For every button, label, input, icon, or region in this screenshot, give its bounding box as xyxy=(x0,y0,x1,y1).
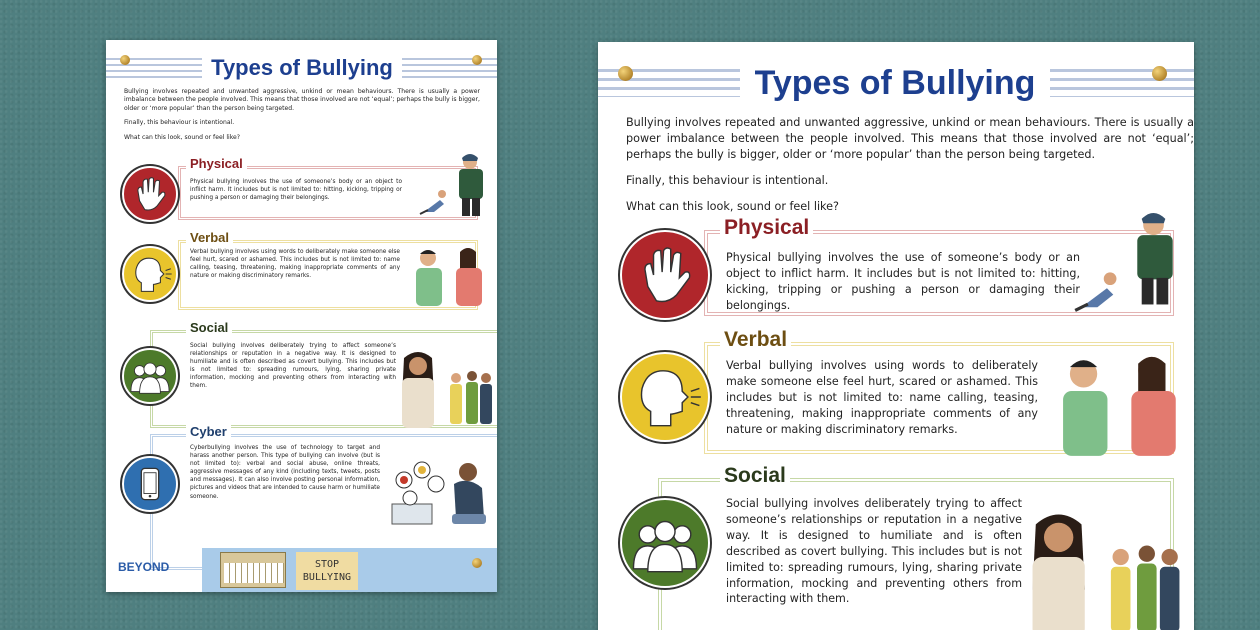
section-text: Verbal bullying involves using words to deliberately make someone else feel hurt, scared or ashamed. This includes but is not limited to: name calling, teasing, threatening, making inappropriate comments of any nature or making discriminatory remarks. xyxy=(726,359,1038,436)
stop-note-line1: STOP xyxy=(314,559,340,570)
section-title: Physical xyxy=(186,156,247,171)
page-title: Types of Bullying xyxy=(202,54,402,82)
section-text: Physical bullying involves the use of someone’s body or an object to inflict harm. It includes but is not limited to: hitting, kicking, tripping or pushing a person or damaging their belongings. xyxy=(190,179,402,202)
pin xyxy=(618,66,633,81)
stop-note-line2: BULLYING xyxy=(302,572,352,583)
intro-paragraph: Bullying involves repeated and unwanted aggressive, unkind or mean behaviours. There is usually a power imbalance between the people involved. This means that those involved are not ‘equal’; perhaps the bully is bigger, older or ‘more popular’ than the person being targeted. xyxy=(124,88,480,112)
social-exclusion-illustration xyxy=(398,348,496,428)
pin xyxy=(472,55,482,65)
section-title: Verbal xyxy=(186,230,233,245)
section-title: Social xyxy=(720,464,790,488)
footer xyxy=(106,548,497,592)
pin xyxy=(472,558,482,568)
group-icon xyxy=(620,498,710,588)
intro-paragraph: Bullying involves repeated and unwanted aggressive, unkind or mean behaviours. There is usually a power imbalance between the people involved. This means that those involved are not ‘equal’; perhaps the bully is bigger, older or ‘more popular’ than the person being targeted. xyxy=(626,116,1194,161)
hand-icon xyxy=(122,166,178,222)
section-text: Social bullying involves deliberately trying to affect someone’s relationships or reputation in a negative way. It is designed to humiliate and is often described as covert bullying. This includes but is not limited to: spreading rumours, lying, sharing private information, mocking and preventing others from interacting with them. xyxy=(190,343,396,390)
stop-bullying-banner xyxy=(202,548,497,592)
section-title: Social xyxy=(186,320,232,335)
social-exclusion-illustration xyxy=(1026,508,1186,630)
section-text: Physical bullying involves the use of someone’s body or an object to inflict harm. It includes but is not limited to: hitting, kicking, tripping or pushing a person or damaging their belongings. xyxy=(726,251,1080,312)
section-physical xyxy=(614,216,1186,328)
worksheet-preview-large xyxy=(598,42,1194,630)
worksheet-preview-small xyxy=(106,40,497,592)
phone-icon xyxy=(122,456,178,512)
intro-paragraph: Finally, this behaviour is intentional. xyxy=(626,174,829,187)
section-verbal xyxy=(118,230,490,320)
section-title: Physical xyxy=(720,216,813,240)
hand-icon xyxy=(620,230,710,320)
section-text: Cyberbullying involves the use of technology to target and harass another person. This type of bullying can involve (but is not limited to): verbal and social abuse, online threats, aggressive messages of any kind (including texts, tweets, posts and messages). It can also involve posting personal information, pictures and videos that are intended to cause harm or humiliate someone. xyxy=(190,445,380,500)
page-title: Types of Bullying xyxy=(740,62,1050,104)
section-social xyxy=(118,320,490,430)
fallen-person-illustration xyxy=(1072,266,1126,312)
intro xyxy=(124,88,480,148)
bully-standing-illustration xyxy=(1124,210,1186,314)
keyboard-illustration xyxy=(220,552,286,588)
section-verbal xyxy=(614,328,1186,460)
bully-standing-illustration xyxy=(450,152,492,218)
stop-bullying-note xyxy=(296,552,358,590)
intro-question: What can this look, sound or feel like? xyxy=(124,133,240,141)
pin xyxy=(1152,66,1167,81)
section-title: Cyber xyxy=(186,424,231,439)
section-title: Verbal xyxy=(720,328,791,352)
fallen-person-illustration xyxy=(418,186,452,216)
section-social xyxy=(614,464,1186,630)
brand-logo: BEYOND xyxy=(118,560,170,574)
verbal-bullying-illustration xyxy=(1046,350,1186,454)
cyberbullying-illustration xyxy=(386,458,492,528)
intro xyxy=(626,115,1194,225)
section-text: Verbal bullying involves using words to deliberately make someone else feel hurt, scared or ashamed. This includes but is not limited to: name calling, teasing, threatening, making inappropriate comments of any nature or making discriminatory remarks. xyxy=(190,249,400,280)
intro-paragraph: Finally, this behaviour is intentional. xyxy=(124,119,235,127)
pin xyxy=(120,55,130,65)
intro-question: What can this look, sound or feel like? xyxy=(626,200,839,213)
group-icon xyxy=(122,348,178,404)
shouting-head-icon xyxy=(122,246,178,302)
shouting-head-icon xyxy=(620,352,710,442)
verbal-bullying-illustration xyxy=(406,244,488,306)
section-text: Social bullying involves deliberately trying to affect someone’s relationships or reputation in a negative way. It is designed to humiliate and is often described as covert bullying. This includes but is not limited to: spreading rumours, lying, sharing private information, mocking and preventing others from interacting with them. xyxy=(726,497,1022,606)
